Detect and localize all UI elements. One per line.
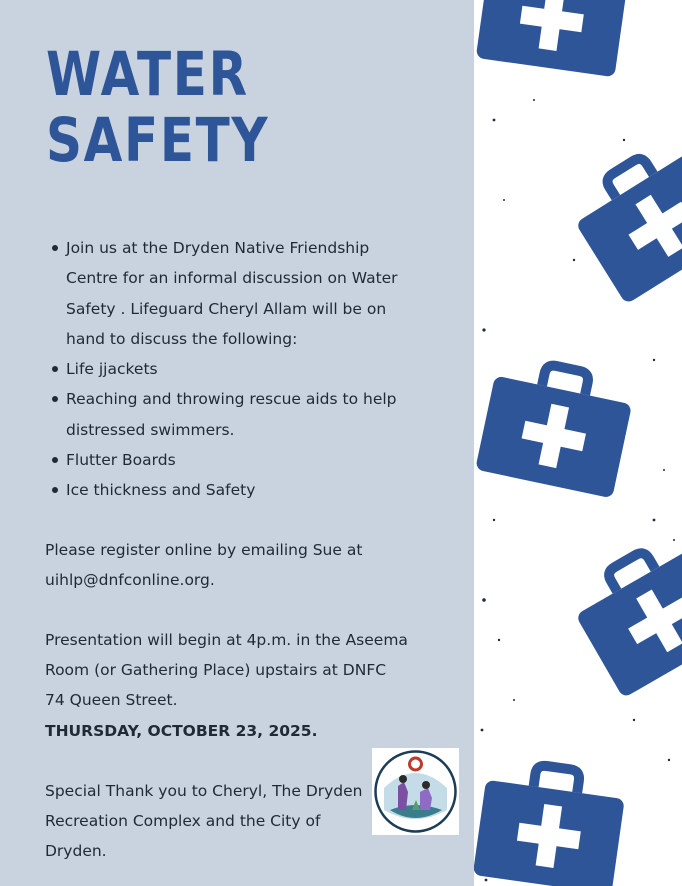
- decorative-pattern-panel: [474, 0, 682, 886]
- list-item: Flutter Boards: [52, 445, 422, 475]
- thank-you-note: [45, 776, 385, 866]
- thanks-line: Dryden.: [45, 842, 107, 860]
- thanks-line: Special Thank you to Cheryl, The Dryden: [45, 782, 363, 800]
- title-line-2: SAFETY: [46, 105, 270, 176]
- first-aid-kit-icon: [474, 758, 628, 886]
- presentation-line: Presentation will begin at 4p.m. in the Aseema: [45, 631, 408, 649]
- registration-email: uihlp@dnfconline.org.: [45, 571, 215, 589]
- first-aid-kit-icon: [476, 0, 631, 77]
- first-aid-kit-icon: [564, 526, 682, 698]
- presentation-line: Room (or Gathering Place) upstairs at DNFC: [45, 661, 387, 679]
- first-aid-kit-icon: [564, 130, 682, 304]
- list-item: Reaching and throwing rescue aids to help distressed swimmers.: [52, 384, 422, 445]
- event-date: THURSDAY, OCTOBER 23, 2025.: [45, 722, 318, 740]
- presentation-info: [45, 625, 445, 715]
- title-line-1: WATER: [46, 39, 249, 110]
- registration-line: Please register online by emailing Sue at: [45, 541, 363, 559]
- registration-info: [45, 535, 445, 595]
- list-item: Ice thickness and Safety: [52, 475, 422, 505]
- page-title: [46, 39, 270, 176]
- organization-logo: [372, 748, 459, 835]
- first-aid-kit-icon: [475, 354, 636, 499]
- topic-list: [52, 233, 422, 506]
- presentation-address: 74 Queen Street.: [45, 691, 178, 709]
- list-item: Life jjackets: [52, 354, 422, 384]
- list-item: Join us at the Dryden Native Friendship Centre for an informal discussion on Water Safety . Lifeguard Cheryl Allam will be on hand to discuss the following:: [52, 233, 422, 354]
- thanks-line: Recreation Complex and the City of: [45, 812, 321, 830]
